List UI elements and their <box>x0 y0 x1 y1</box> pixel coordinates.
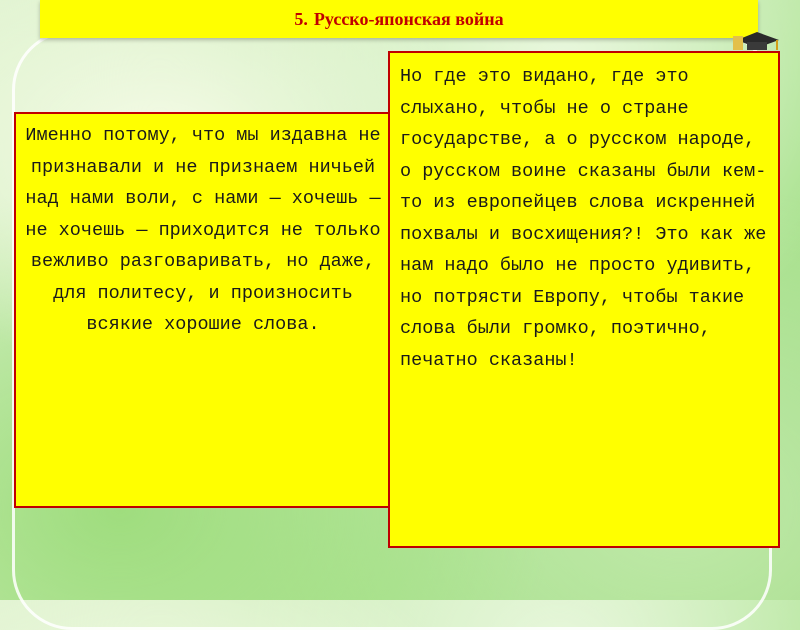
slide-title-number: 5. <box>294 8 308 29</box>
slide-title: Русско-японская война <box>313 8 504 29</box>
quote-box-right <box>388 51 780 548</box>
quote-box-left <box>14 112 392 508</box>
quote-text-left: Именно потому, что мы издавна не признавали и не признаем ничьей над нами воли, с нами — хочешь — не хочешь — приходится не только вежливо разговаривать, но даже, для политесу, и произносить всякие хорошие слова. <box>25 125 381 335</box>
slide-title-bar <box>40 0 758 38</box>
quote-text-right: Но где это видано, где это слыхано, чтобы не о стране государстве, а о русском народе, о русском воине сказаны были кем-то из европейцев слова искренней похвалы и восхищения?! Это как же нам надо было не просто удивить, но потрясти Европу, чтобы такие слова были громко, поэтично, печатно сказаны! <box>400 66 767 371</box>
